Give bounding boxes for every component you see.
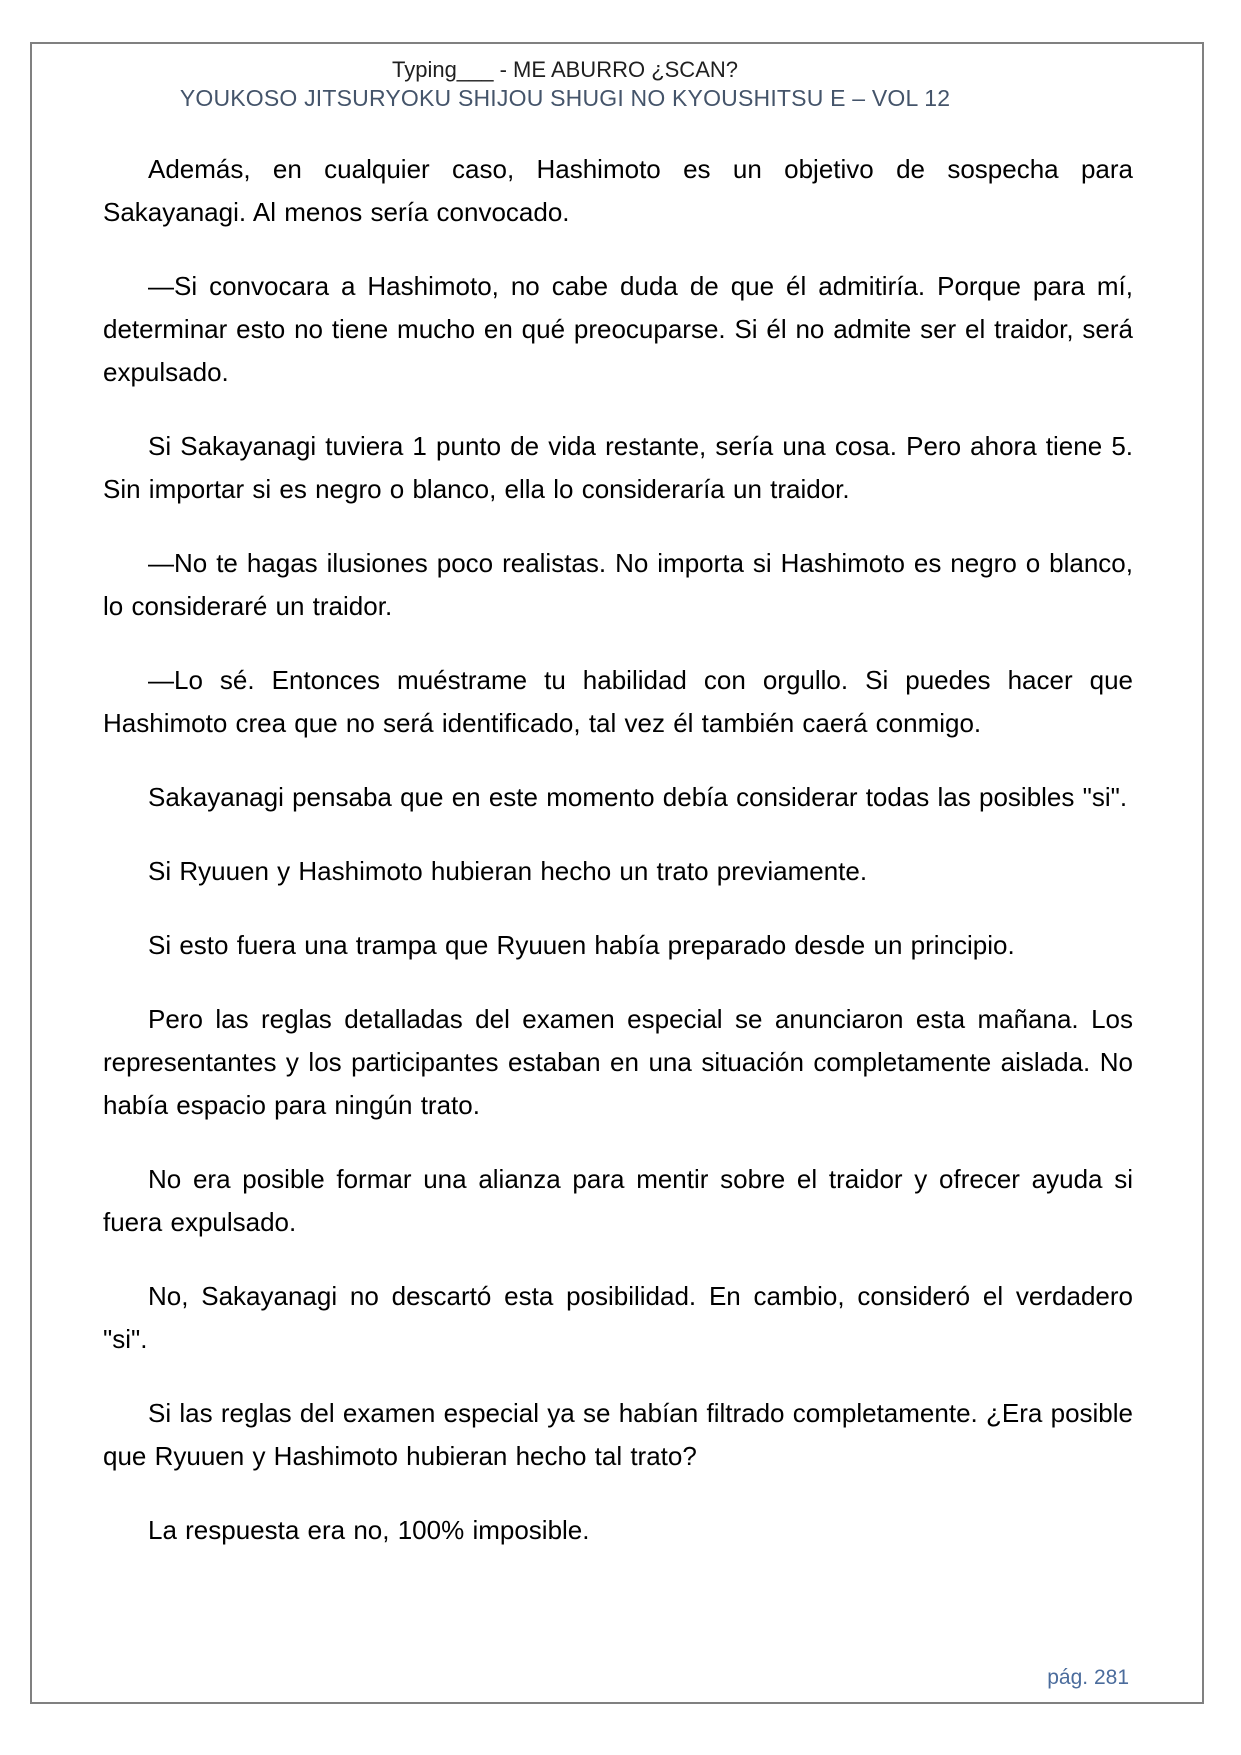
- page-header: [32, 56, 1202, 112]
- paragraph: Además, en cualquier caso, Hashimoto es un objetivo de sospecha para Sakayanagi. Al menos sería convocado.: [103, 154, 1133, 227]
- paragraph: —Si convocara a Hashimoto, no cabe duda de que él admitiría. Porque para mí, determinar esto no tiene mucho en qué preocuparse. Si él no admite ser el traidor, será expulsado.: [103, 271, 1133, 387]
- document-body: [32, 112, 1202, 1552]
- page-footer: [1047, 1666, 1129, 1690]
- paragraph: Si Ryuuen y Hashimoto hubieran hecho un trato previamente.: [148, 856, 868, 886]
- paragraph: No era posible formar una alianza para mentir sobre el traidor y ofrecer ayuda si fuera expulsado.: [103, 1164, 1133, 1237]
- page-number: pág. 281: [1047, 1666, 1129, 1689]
- paragraph: No, Sakayanagi no descartó esta posibilidad. En cambio, consideró el verdadero "si".: [103, 1281, 1133, 1354]
- paragraph: Si esto fuera una trampa que Ryuuen había preparado desde un principio.: [148, 930, 1015, 960]
- paragraph: —Lo sé. Entonces muéstrame tu habilidad con orgullo. Si puedes hacer que Hashimoto crea que no será identificado, tal vez él también caerá conmigo.: [103, 665, 1133, 738]
- paragraph: —No te hagas ilusiones poco realistas. No importa si Hashimoto es negro o blanco, lo consideraré un traidor.: [103, 548, 1133, 621]
- paragraph: Pero las reglas detalladas del examen especial se anunciaron esta mañana. Los representantes y los participantes estaban en una situación completamente aislada. No había espacio para ningún trato.: [103, 1004, 1133, 1120]
- paragraph: Si Sakayanagi tuviera 1 punto de vida restante, sería una cosa. Pero ahora tiene 5. Sin importar si es negro o blanco, ella lo consideraría un traidor.: [103, 431, 1133, 504]
- header-title: Typing___ - ME ABURRO ¿SCAN?: [391, 57, 738, 82]
- page-border: [30, 42, 1204, 1704]
- paragraph: Sakayanagi pensaba que en este momento debía considerar todas las posibles "si".: [148, 782, 1128, 812]
- paragraph: La respuesta era no, 100% imposible.: [148, 1515, 590, 1545]
- paragraph: Si las reglas del examen especial ya se habían filtrado completamente. ¿Era posible que Ryuuen y Hashimoto hubieran hecho tal trato?: [103, 1398, 1133, 1471]
- header-subtitle: YOUKOSO JITSURYOKU SHIJOU SHUGI NO KYOUSHITSU E – VOL 12: [179, 85, 951, 111]
